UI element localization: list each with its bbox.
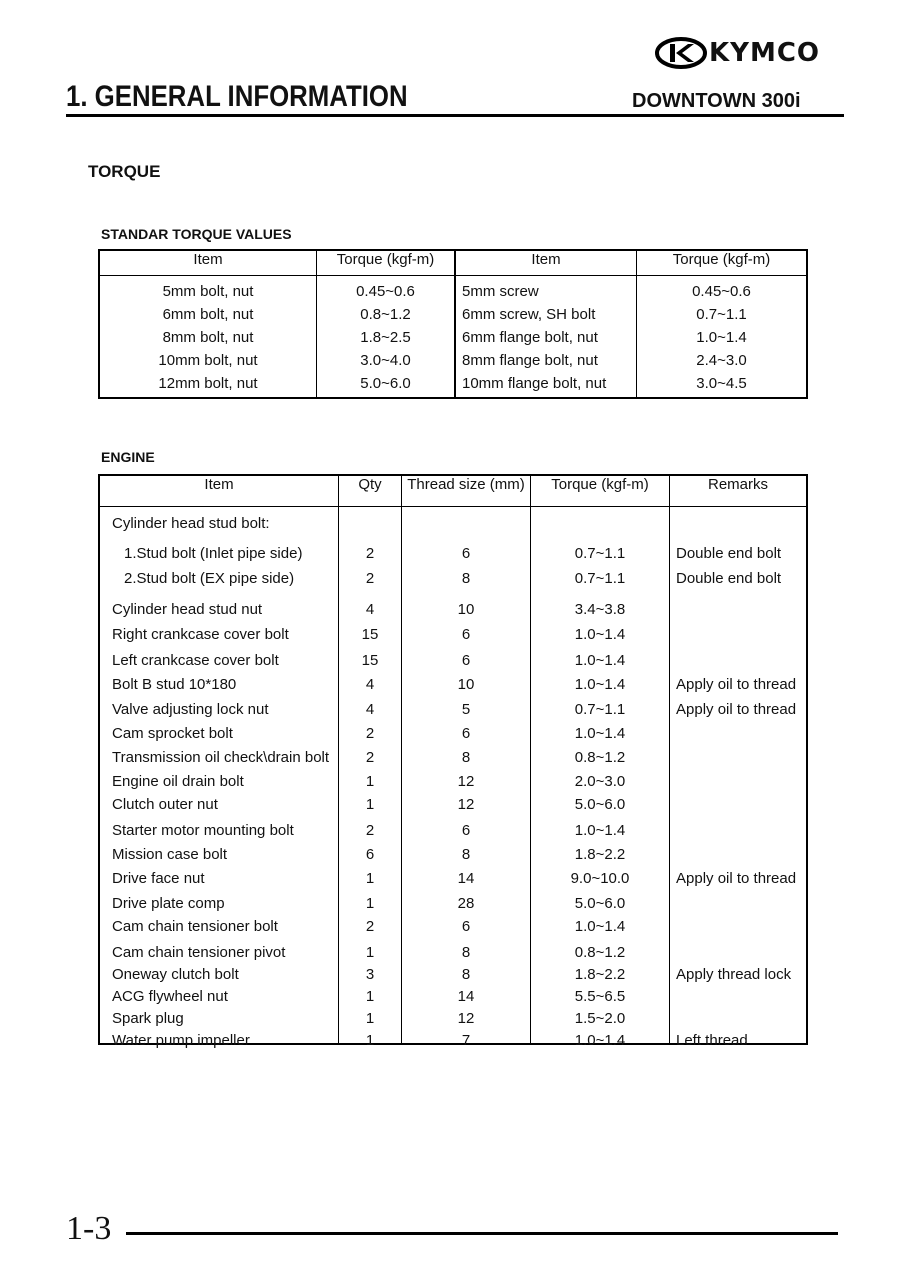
list-item: 8mm flange bolt, nut — [462, 352, 598, 369]
list-item: 3.0~4.5 — [696, 375, 747, 392]
qty-cell: 1 — [365, 895, 375, 912]
header-torque: Torque (kgf-m) — [637, 250, 808, 276]
thread-cell: 8 — [461, 570, 471, 587]
list-item: 10mm flange bolt, nut — [462, 375, 607, 392]
thread-cell: 12 — [457, 796, 475, 813]
item-cell: Cylinder head stud nut — [112, 601, 263, 618]
table-row — [99, 507, 807, 1045]
torque-cell: 1.0~1.4 — [574, 918, 626, 935]
standard-torque-title: STANDAR TORQUE VALUES — [101, 226, 292, 242]
qty-cell: 2 — [365, 570, 375, 587]
list-item: 5mm screw — [462, 283, 539, 300]
item-cell: Oneway clutch bolt — [112, 966, 239, 983]
qty-cell: 15 — [361, 652, 379, 669]
list-item: 1.8~2.5 — [360, 329, 411, 346]
table-row — [99, 276, 807, 399]
item-cell: Transmission oil check\drain bolt — [112, 749, 330, 766]
qty-cell: 4 — [365, 676, 375, 693]
list-item: 1.0~1.4 — [696, 329, 747, 346]
kymco-logo — [655, 35, 845, 71]
standard-torque-table — [98, 249, 808, 399]
list-item: 0.45~0.6 — [692, 283, 751, 300]
header-item: Item — [99, 250, 317, 276]
list-item: 8mm bolt, nut — [162, 329, 254, 346]
torque-cell: 0.8~1.2 — [574, 944, 626, 961]
torque-cell: 3.4~3.8 — [574, 601, 626, 618]
thread-cell: 8 — [461, 749, 471, 766]
list-item: 0.45~0.6 — [356, 283, 415, 300]
torque-cell: 1.8~2.2 — [574, 966, 626, 983]
item-cell: Drive plate comp — [112, 895, 225, 912]
item-cell: Drive face nut — [112, 870, 205, 887]
thread-cell: 10 — [457, 601, 475, 618]
chapter-title: 1. GENERAL INFORMATION — [66, 80, 408, 113]
remarks-cell: Left thread — [676, 1032, 748, 1049]
header-torque: Torque (kgf-m) — [317, 250, 456, 276]
engine-title: ENGINE — [101, 449, 155, 465]
thread-cell: 12 — [457, 1010, 475, 1027]
thread-cell: 7 — [461, 1032, 471, 1049]
torque-cell: 5.0~6.0 — [574, 895, 626, 912]
item-cell: Right crankcase cover bolt — [112, 626, 289, 643]
section-title: TORQUE — [88, 162, 161, 181]
torque-cell: 0.7~1.1 — [574, 570, 626, 587]
qty-cell: 1 — [365, 944, 375, 961]
header-torque: Torque (kgf-m) — [531, 475, 670, 507]
qty-column — [339, 507, 402, 1049]
torque-cell: 2.0~3.0 — [574, 773, 626, 790]
header-item: Item — [99, 475, 339, 507]
list-item: 0.8~1.2 — [360, 306, 411, 323]
engine-torque-table — [98, 474, 808, 1049]
item-cell: Valve adjusting lock nut — [112, 701, 269, 718]
left-items-column — [99, 276, 317, 399]
list-item: 6mm bolt, nut — [162, 306, 254, 323]
item-cell: Engine oil drain bolt — [112, 773, 244, 790]
item-cell: Bolt B stud 10*180 — [112, 676, 237, 693]
qty-cell: 1 — [365, 796, 375, 813]
remarks-column — [670, 507, 808, 1049]
qty-cell: 1 — [365, 1010, 375, 1027]
qty-cell: 2 — [365, 749, 375, 766]
qty-cell: 1 — [365, 1032, 375, 1049]
torque-cell: 0.7~1.1 — [574, 701, 626, 718]
qty-cell: 2 — [365, 918, 375, 935]
list-item: 6mm screw, SH bolt — [462, 306, 596, 323]
page-number: 1-3 — [66, 1210, 112, 1247]
remarks-cell: Double end bolt — [676, 545, 782, 562]
qty-cell: 2 — [365, 822, 375, 839]
torque-cell: 1.0~1.4 — [574, 1032, 626, 1049]
list-item: 3.0~4.0 — [360, 352, 411, 369]
thread-cell: 8 — [461, 846, 471, 863]
remarks-cell: Apply thread lock — [676, 966, 792, 983]
thread-cell: 8 — [461, 966, 471, 983]
torque-cell: 0.8~1.2 — [574, 749, 626, 766]
thread-cell: 28 — [457, 895, 475, 912]
item-cell: 1.Stud bolt (Inlet pipe side) — [124, 545, 303, 562]
thread-cell: 14 — [457, 988, 475, 1005]
item-cell: Clutch outer nut — [112, 796, 218, 813]
group-label: Cylinder head stud bolt: — [112, 515, 270, 532]
thread-cell: 6 — [461, 725, 471, 742]
item-cell: Mission case bolt — [112, 846, 228, 863]
item-cell: Left crankcase cover bolt — [112, 652, 279, 669]
item-cell: Cam chain tensioner bolt — [112, 918, 278, 935]
qty-cell: 1 — [365, 988, 375, 1005]
torque-cell: 1.0~1.4 — [574, 652, 626, 669]
torque-cell: 1.0~1.4 — [574, 822, 626, 839]
torque-cell: 1.5~2.0 — [574, 1010, 626, 1027]
qty-cell: 4 — [365, 701, 375, 718]
header-thread-size: Thread size (mm) — [402, 475, 531, 507]
item-cell: Cam sprocket bolt — [112, 725, 233, 742]
list-item: 10mm bolt, nut — [158, 352, 258, 369]
footer-rule — [126, 1232, 838, 1235]
model-name: DOWNTOWN 300i — [632, 90, 801, 112]
list-item: 2.4~3.0 — [696, 352, 747, 369]
remarks-cell: Apply oil to thread — [676, 701, 797, 718]
torque-cell: 1.0~1.4 — [574, 725, 626, 742]
torque-column — [531, 507, 670, 1049]
thread-cell: 6 — [461, 822, 471, 839]
qty-cell: 15 — [361, 626, 379, 643]
item-cell: Starter motor mounting bolt — [112, 822, 294, 839]
table-header-row — [99, 250, 807, 276]
thread-cell: 6 — [461, 626, 471, 643]
torque-cell: 1.8~2.2 — [574, 846, 626, 863]
torque-cell: 1.0~1.4 — [574, 626, 626, 643]
item-cell: Water pump impeller — [112, 1032, 250, 1049]
qty-cell: 6 — [365, 846, 375, 863]
torque-cell: 0.7~1.1 — [574, 545, 626, 562]
thread-cell: 10 — [457, 676, 475, 693]
qty-cell: 2 — [365, 725, 375, 742]
table-header-row — [99, 475, 807, 507]
torque-cell: 9.0~10.0 — [570, 870, 630, 887]
left-torques-column — [317, 276, 456, 399]
torque-cell: 5.5~6.5 — [574, 988, 626, 1005]
header-item: Item — [455, 250, 637, 276]
qty-cell: 1 — [365, 870, 375, 887]
right-torques-column — [637, 276, 808, 399]
list-item: 12mm bolt, nut — [158, 375, 258, 392]
remarks-cell: Apply oil to thread — [676, 870, 797, 887]
torque-cell: 5.0~6.0 — [574, 796, 626, 813]
list-item: 0.7~1.1 — [696, 306, 747, 323]
qty-cell: 4 — [365, 601, 375, 618]
thread-cell: 5 — [461, 701, 471, 718]
brand-name: KYMCO — [709, 38, 821, 68]
torque-cell: 1.0~1.4 — [574, 676, 626, 693]
thread-cell: 12 — [457, 773, 475, 790]
thread-cell: 6 — [461, 918, 471, 935]
qty-cell: 2 — [365, 545, 375, 562]
thread-cell: 14 — [457, 870, 475, 887]
thread-cell: 6 — [461, 545, 471, 562]
list-item: 5mm bolt, nut — [162, 283, 254, 300]
item-cell: ACG flywheel nut — [112, 988, 228, 1005]
thread-cell: 6 — [461, 652, 471, 669]
header-rule — [66, 114, 844, 117]
qty-cell: 1 — [365, 773, 375, 790]
remarks-cell: Double end bolt — [676, 570, 782, 587]
list-item: 6mm flange bolt, nut — [462, 329, 598, 346]
thread-column — [402, 507, 531, 1049]
item-cell: 2.Stud bolt (EX pipe side) — [124, 570, 295, 587]
header-qty: Qty — [339, 475, 402, 507]
thread-cell: 8 — [461, 944, 471, 961]
remarks-cell: Apply oil to thread — [676, 676, 797, 693]
item-cell: Spark plug — [112, 1010, 184, 1027]
list-item: 5.0~6.0 — [360, 375, 411, 392]
item-cell: Cam chain tensioner pivot — [112, 944, 286, 961]
item-column — [99, 507, 339, 1049]
kymco-logo-icon — [655, 37, 707, 69]
header-remarks: Remarks — [670, 475, 808, 507]
qty-cell: 3 — [365, 966, 375, 983]
right-items-column — [455, 276, 637, 399]
